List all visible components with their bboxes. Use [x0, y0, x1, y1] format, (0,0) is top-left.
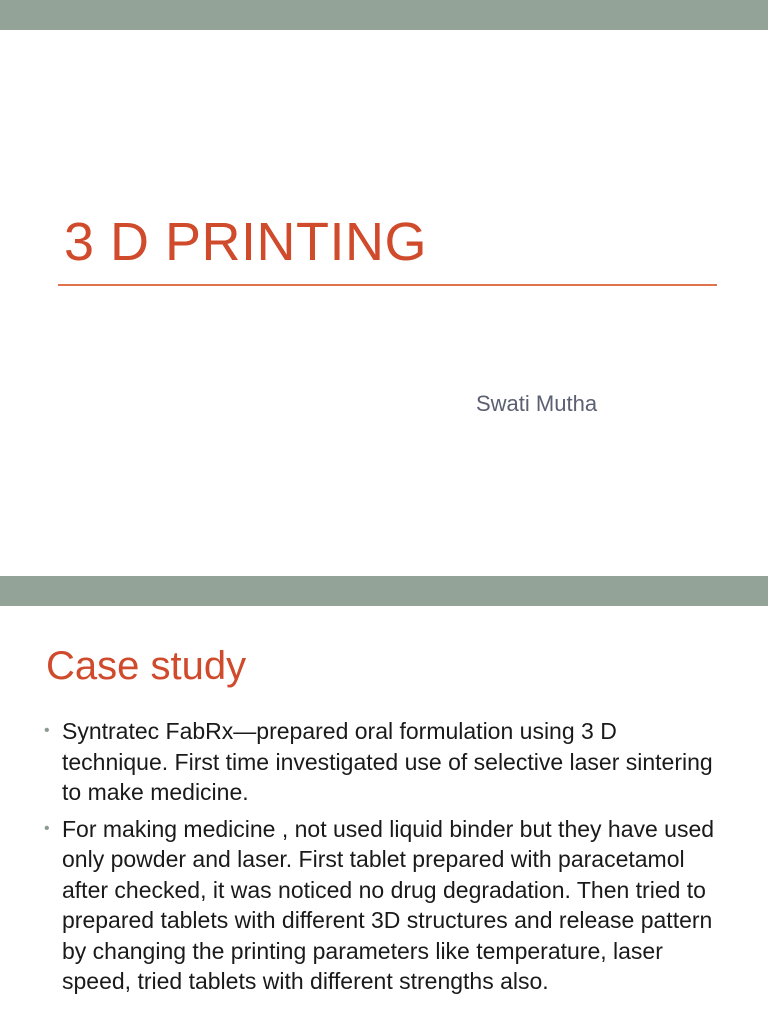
top-band	[0, 576, 768, 606]
slide-heading: Case study	[46, 644, 247, 688]
top-band	[0, 0, 768, 30]
title-underline	[58, 284, 717, 286]
bullet-item	[44, 716, 724, 808]
case-study-slide	[0, 576, 768, 1024]
bullet-text: Syntratec FabRx—prepared oral formulation using 3 D technique. First time investigated use of selective laser sintering to make medicine.	[62, 718, 713, 805]
slide-title: 3 D PRINTING	[64, 212, 428, 272]
author-name: Swati Mutha	[476, 391, 598, 416]
bullet-text: For making medicine , not used liquid binder but they have used only powder and laser. First tablet prepared with paracetamol after checked, it was noticed no drug degradation. Then tried to prepared tablets with different 3D structures and release pattern by changing the printing parameters like temperature, laser speed, tried tablets with different strengths also.	[62, 815, 715, 994]
bullet-dot-icon: •	[44, 819, 50, 837]
bullet-list	[44, 716, 724, 1003]
bullet-dot-icon: •	[44, 722, 50, 739]
bullet-item	[44, 814, 724, 997]
